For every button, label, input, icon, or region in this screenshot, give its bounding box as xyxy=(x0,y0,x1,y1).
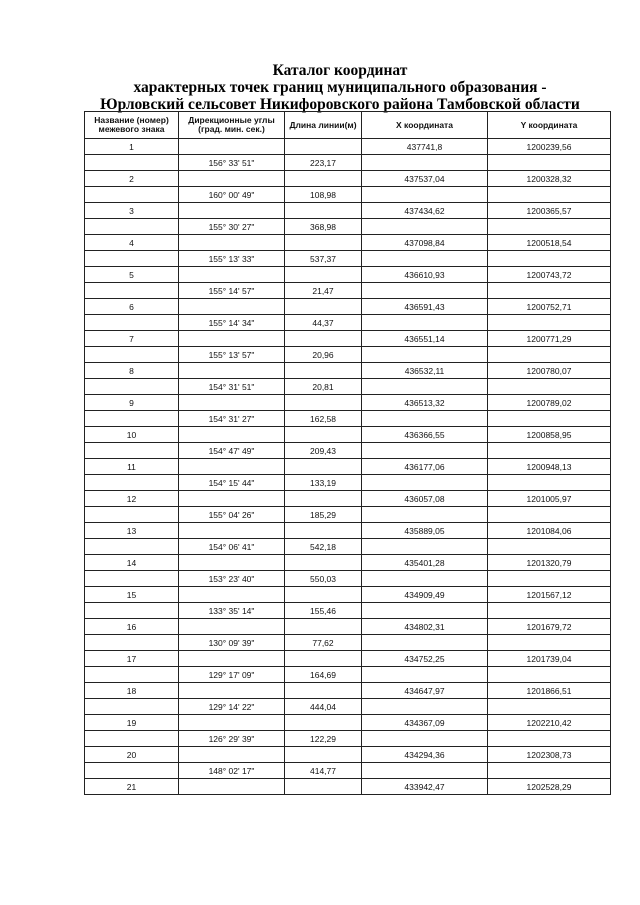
segment-row xyxy=(85,155,611,171)
x-coordinate: 433942,47 xyxy=(362,779,488,795)
empty-cell xyxy=(362,699,488,715)
point-name: 10 xyxy=(85,427,179,443)
table-header-row xyxy=(85,112,611,139)
empty-cell xyxy=(362,187,488,203)
x-coordinate: 436591,43 xyxy=(362,299,488,315)
x-coordinate: 434647,97 xyxy=(362,683,488,699)
point-row xyxy=(85,619,611,635)
empty-cell xyxy=(285,395,362,411)
title-line-3: Юрловский сельсовет Никифоровского района Тамбовской области xyxy=(100,96,580,113)
empty-cell xyxy=(488,315,611,331)
point-row xyxy=(85,267,611,283)
empty-cell xyxy=(488,187,611,203)
empty-cell xyxy=(285,651,362,667)
point-row xyxy=(85,427,611,443)
line-length: 185,29 xyxy=(285,507,362,523)
point-row xyxy=(85,139,611,155)
empty-cell xyxy=(362,411,488,427)
empty-cell xyxy=(179,715,285,731)
segment-row xyxy=(85,571,611,587)
empty-cell xyxy=(285,747,362,763)
x-coordinate: 436610,93 xyxy=(362,267,488,283)
header-x: X координата xyxy=(362,112,488,139)
empty-cell xyxy=(179,619,285,635)
empty-cell xyxy=(362,635,488,651)
segment-row xyxy=(85,411,611,427)
empty-cell xyxy=(285,203,362,219)
empty-cell xyxy=(362,315,488,331)
empty-cell xyxy=(285,267,362,283)
x-coordinate: 436366,55 xyxy=(362,427,488,443)
empty-cell xyxy=(85,315,179,331)
segment-row xyxy=(85,251,611,267)
point-name: 9 xyxy=(85,395,179,411)
segment-row xyxy=(85,603,611,619)
empty-cell xyxy=(285,299,362,315)
empty-cell xyxy=(362,443,488,459)
x-coordinate: 436513,32 xyxy=(362,395,488,411)
point-row xyxy=(85,779,611,795)
empty-cell xyxy=(285,619,362,635)
segment-row xyxy=(85,635,611,651)
direction-angle: 155° 14' 34" xyxy=(179,315,285,331)
y-coordinate: 1200743,72 xyxy=(488,267,611,283)
segment-row xyxy=(85,699,611,715)
y-coordinate: 1200948,13 xyxy=(488,459,611,475)
empty-cell xyxy=(488,731,611,747)
y-coordinate: 1200518,54 xyxy=(488,235,611,251)
empty-cell xyxy=(488,603,611,619)
empty-cell xyxy=(488,571,611,587)
empty-cell xyxy=(179,139,285,155)
point-name: 21 xyxy=(85,779,179,795)
empty-cell xyxy=(362,539,488,555)
empty-cell xyxy=(285,171,362,187)
x-coordinate: 437098,84 xyxy=(362,235,488,251)
line-length: 155,46 xyxy=(285,603,362,619)
direction-angle: 155° 13' 57" xyxy=(179,347,285,363)
empty-cell xyxy=(285,363,362,379)
line-length: 162,58 xyxy=(285,411,362,427)
line-length: 164,69 xyxy=(285,667,362,683)
point-name: 6 xyxy=(85,299,179,315)
y-coordinate: 1200239,56 xyxy=(488,139,611,155)
direction-angle: 154° 06' 41" xyxy=(179,539,285,555)
empty-cell xyxy=(362,603,488,619)
segment-row xyxy=(85,283,611,299)
line-length: 444,04 xyxy=(285,699,362,715)
empty-cell xyxy=(362,571,488,587)
segment-row xyxy=(85,475,611,491)
empty-cell xyxy=(488,763,611,779)
empty-cell xyxy=(179,555,285,571)
x-coordinate: 436532,11 xyxy=(362,363,488,379)
empty-cell xyxy=(285,683,362,699)
y-coordinate: 1200365,57 xyxy=(488,203,611,219)
segment-row xyxy=(85,667,611,683)
empty-cell xyxy=(85,539,179,555)
header-name: Название (номер) межевого знака xyxy=(85,112,179,139)
empty-cell xyxy=(362,475,488,491)
direction-angle: 154° 31' 51" xyxy=(179,379,285,395)
point-name: 4 xyxy=(85,235,179,251)
empty-cell xyxy=(179,491,285,507)
point-name: 11 xyxy=(85,459,179,475)
x-coordinate: 434752,25 xyxy=(362,651,488,667)
title-line-1: Каталог координат xyxy=(272,62,408,79)
empty-cell xyxy=(362,219,488,235)
y-coordinate: 1201679,72 xyxy=(488,619,611,635)
direction-angle: 129° 14' 22" xyxy=(179,699,285,715)
segment-row xyxy=(85,347,611,363)
empty-cell xyxy=(285,779,362,795)
empty-cell xyxy=(85,283,179,299)
x-coordinate: 437741,8 xyxy=(362,139,488,155)
empty-cell xyxy=(362,379,488,395)
segment-row xyxy=(85,315,611,331)
empty-cell xyxy=(362,667,488,683)
x-coordinate: 434802,31 xyxy=(362,619,488,635)
empty-cell xyxy=(285,235,362,251)
point-row xyxy=(85,299,611,315)
empty-cell xyxy=(85,571,179,587)
point-name: 2 xyxy=(85,171,179,187)
empty-cell xyxy=(285,555,362,571)
point-name: 12 xyxy=(85,491,179,507)
header-y: Y координата xyxy=(488,112,611,139)
empty-cell xyxy=(362,507,488,523)
point-name: 8 xyxy=(85,363,179,379)
empty-cell xyxy=(85,507,179,523)
empty-cell xyxy=(488,219,611,235)
direction-angle: 126° 29' 39" xyxy=(179,731,285,747)
point-row xyxy=(85,203,611,219)
empty-cell xyxy=(488,475,611,491)
empty-cell xyxy=(85,635,179,651)
point-row xyxy=(85,171,611,187)
empty-cell xyxy=(362,155,488,171)
empty-cell xyxy=(362,731,488,747)
point-row xyxy=(85,715,611,731)
x-coordinate: 436057,08 xyxy=(362,491,488,507)
empty-cell xyxy=(285,587,362,603)
empty-cell xyxy=(488,379,611,395)
y-coordinate: 1201005,97 xyxy=(488,491,611,507)
point-row xyxy=(85,363,611,379)
empty-cell xyxy=(179,171,285,187)
x-coordinate: 436551,14 xyxy=(362,331,488,347)
point-name: 19 xyxy=(85,715,179,731)
line-length: 108,98 xyxy=(285,187,362,203)
point-name: 18 xyxy=(85,683,179,699)
x-coordinate: 437434,62 xyxy=(362,203,488,219)
point-name: 3 xyxy=(85,203,179,219)
x-coordinate: 435889,05 xyxy=(362,523,488,539)
empty-cell xyxy=(179,587,285,603)
point-row xyxy=(85,491,611,507)
empty-cell xyxy=(179,779,285,795)
direction-angle: 130° 09' 39" xyxy=(179,635,285,651)
line-length: 44,37 xyxy=(285,315,362,331)
empty-cell xyxy=(488,411,611,427)
empty-cell xyxy=(362,347,488,363)
direction-angle: 155° 30' 27" xyxy=(179,219,285,235)
y-coordinate: 1200752,71 xyxy=(488,299,611,315)
document-title xyxy=(60,62,620,113)
line-length: 223,17 xyxy=(285,155,362,171)
direction-angle: 155° 14' 57" xyxy=(179,283,285,299)
empty-cell xyxy=(488,443,611,459)
x-coordinate: 434367,09 xyxy=(362,715,488,731)
y-coordinate: 1201320,79 xyxy=(488,555,611,571)
empty-cell xyxy=(488,507,611,523)
empty-cell xyxy=(179,651,285,667)
y-coordinate: 1200771,29 xyxy=(488,331,611,347)
point-name: 14 xyxy=(85,555,179,571)
empty-cell xyxy=(285,459,362,475)
empty-cell xyxy=(85,763,179,779)
empty-cell xyxy=(179,203,285,219)
y-coordinate: 1201567,12 xyxy=(488,587,611,603)
empty-cell xyxy=(488,539,611,555)
direction-angle: 154° 15' 44" xyxy=(179,475,285,491)
empty-cell xyxy=(179,683,285,699)
x-coordinate: 434909,49 xyxy=(362,587,488,603)
coordinates-table xyxy=(84,111,611,795)
header-angle: Дирекционные углы (град. мин. сек.) xyxy=(179,112,285,139)
point-name: 17 xyxy=(85,651,179,667)
point-name: 1 xyxy=(85,139,179,155)
point-row xyxy=(85,331,611,347)
point-name: 16 xyxy=(85,619,179,635)
empty-cell xyxy=(362,283,488,299)
y-coordinate: 1200780,07 xyxy=(488,363,611,379)
empty-cell xyxy=(85,187,179,203)
empty-cell xyxy=(179,459,285,475)
empty-cell xyxy=(285,715,362,731)
segment-row xyxy=(85,731,611,747)
empty-cell xyxy=(285,491,362,507)
line-length: 542,18 xyxy=(285,539,362,555)
y-coordinate: 1202308,73 xyxy=(488,747,611,763)
empty-cell xyxy=(179,235,285,251)
empty-cell xyxy=(488,283,611,299)
point-row xyxy=(85,747,611,763)
header-length: Длина линии(м) xyxy=(285,112,362,139)
segment-row xyxy=(85,443,611,459)
empty-cell xyxy=(85,379,179,395)
empty-cell xyxy=(285,523,362,539)
line-length: 20,81 xyxy=(285,379,362,395)
segment-row xyxy=(85,187,611,203)
empty-cell xyxy=(179,427,285,443)
segment-row xyxy=(85,219,611,235)
empty-cell xyxy=(85,411,179,427)
empty-cell xyxy=(285,139,362,155)
y-coordinate: 1201739,04 xyxy=(488,651,611,667)
empty-cell xyxy=(179,747,285,763)
x-coordinate: 437537,04 xyxy=(362,171,488,187)
x-coordinate: 435401,28 xyxy=(362,555,488,571)
line-length: 20,96 xyxy=(285,347,362,363)
empty-cell xyxy=(85,603,179,619)
direction-angle: 154° 31' 27" xyxy=(179,411,285,427)
empty-cell xyxy=(362,763,488,779)
segment-row xyxy=(85,379,611,395)
empty-cell xyxy=(488,347,611,363)
empty-cell xyxy=(179,395,285,411)
title-line-2: характерных точек границ муниципального образования - xyxy=(133,79,547,96)
point-row xyxy=(85,523,611,539)
x-coordinate: 436177,06 xyxy=(362,459,488,475)
direction-angle: 148° 02' 17" xyxy=(179,763,285,779)
y-coordinate: 1201084,06 xyxy=(488,523,611,539)
y-coordinate: 1200858,95 xyxy=(488,427,611,443)
empty-cell xyxy=(488,155,611,171)
line-length: 537,37 xyxy=(285,251,362,267)
point-name: 15 xyxy=(85,587,179,603)
line-length: 368,98 xyxy=(285,219,362,235)
line-length: 550,03 xyxy=(285,571,362,587)
empty-cell xyxy=(179,299,285,315)
point-name: 13 xyxy=(85,523,179,539)
table-body xyxy=(85,139,611,795)
y-coordinate: 1200328,32 xyxy=(488,171,611,187)
point-name: 20 xyxy=(85,747,179,763)
point-name: 5 xyxy=(85,267,179,283)
segment-row xyxy=(85,507,611,523)
direction-angle: 154° 47' 49" xyxy=(179,443,285,459)
empty-cell xyxy=(179,523,285,539)
direction-angle: 160° 00' 49" xyxy=(179,187,285,203)
direction-angle: 133° 35' 14" xyxy=(179,603,285,619)
empty-cell xyxy=(362,251,488,267)
y-coordinate: 1202528,29 xyxy=(488,779,611,795)
point-row xyxy=(85,235,611,251)
empty-cell xyxy=(85,699,179,715)
segment-row xyxy=(85,539,611,555)
empty-cell xyxy=(285,427,362,443)
line-length: 21,47 xyxy=(285,283,362,299)
direction-angle: 155° 13' 33" xyxy=(179,251,285,267)
line-length: 209,43 xyxy=(285,443,362,459)
empty-cell xyxy=(85,219,179,235)
empty-cell xyxy=(85,443,179,459)
direction-angle: 156° 33' 51" xyxy=(179,155,285,171)
y-coordinate: 1201866,51 xyxy=(488,683,611,699)
point-row xyxy=(85,651,611,667)
point-row xyxy=(85,683,611,699)
y-coordinate: 1200789,02 xyxy=(488,395,611,411)
line-length: 77,62 xyxy=(285,635,362,651)
empty-cell xyxy=(488,699,611,715)
empty-cell xyxy=(179,267,285,283)
line-length: 414,77 xyxy=(285,763,362,779)
empty-cell xyxy=(85,667,179,683)
empty-cell xyxy=(488,667,611,683)
empty-cell xyxy=(85,731,179,747)
point-name: 7 xyxy=(85,331,179,347)
direction-angle: 155° 04' 26" xyxy=(179,507,285,523)
point-row xyxy=(85,587,611,603)
direction-angle: 153° 23' 40" xyxy=(179,571,285,587)
direction-angle: 129° 17' 09" xyxy=(179,667,285,683)
y-coordinate: 1202210,42 xyxy=(488,715,611,731)
empty-cell xyxy=(85,155,179,171)
empty-cell xyxy=(179,331,285,347)
line-length: 133,19 xyxy=(285,475,362,491)
empty-cell xyxy=(488,251,611,267)
empty-cell xyxy=(85,475,179,491)
empty-cell xyxy=(488,635,611,651)
point-row xyxy=(85,395,611,411)
empty-cell xyxy=(285,331,362,347)
line-length: 122,29 xyxy=(285,731,362,747)
point-row xyxy=(85,459,611,475)
empty-cell xyxy=(85,347,179,363)
empty-cell xyxy=(85,251,179,267)
x-coordinate: 434294,36 xyxy=(362,747,488,763)
point-row xyxy=(85,555,611,571)
segment-row xyxy=(85,763,611,779)
empty-cell xyxy=(179,363,285,379)
